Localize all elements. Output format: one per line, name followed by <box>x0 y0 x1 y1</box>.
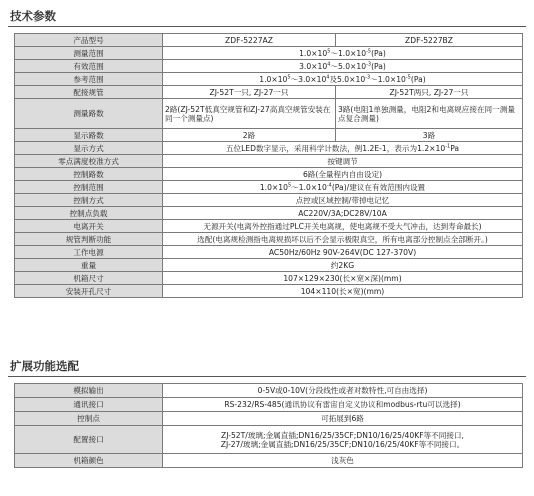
row-label: 控制路数 <box>15 168 163 181</box>
table-row <box>15 181 523 194</box>
row-label: 控制范围 <box>15 181 163 194</box>
ref-range-value: $1.0\times 10^5\sim 3.0\times 10^4$及$5.0\times 10^{-3}\sim 1.0\times 10^{-5}(Pa)$ <box>163 73 523 86</box>
measure-range-value: $1.0\times 10^5\sim 1.0\times 10^{-5}(Pa)$ <box>163 47 523 60</box>
row-label: 规管判断功能 <box>15 233 163 246</box>
channels-b: 3路(电阻1单独测量，电阻2和电离规应接在同一测量点复合测量) <box>336 99 523 129</box>
table-row <box>15 60 523 73</box>
row-label: 有效范围 <box>15 60 163 73</box>
table-row <box>15 207 523 220</box>
table-row <box>15 99 523 129</box>
color-value: 浅灰色 <box>163 454 523 468</box>
table-row <box>15 194 523 207</box>
control-mode-value: 点控或区域控制/带掉电记忆 <box>163 194 523 207</box>
table-row <box>15 73 523 86</box>
tech-spec-table <box>14 33 523 298</box>
table-row <box>15 259 523 272</box>
table-row <box>15 412 523 426</box>
row-label: 模拟输出 <box>15 384 163 398</box>
table-row <box>15 272 523 285</box>
tech-section-title: 技术参数 <box>10 9 56 23</box>
weight-value: 约2KG <box>163 259 523 272</box>
gauge-b: ZJ-52T两只, ZJ-27一只 <box>336 86 523 99</box>
ext-spec-table <box>14 383 523 468</box>
table-row <box>15 233 523 246</box>
row-label: 通讯接口 <box>15 398 163 412</box>
display-mode-value: 五位LED数字显示，采用科学计数法，例1.2E-1，表示为$1.2\times 10^{-1}Pa$ <box>163 142 523 155</box>
table-row <box>15 168 523 181</box>
ext-section-title: 扩展功能选配 <box>10 359 79 373</box>
table-row <box>15 47 523 60</box>
table-row <box>15 86 523 99</box>
gauge-a: ZJ-52T一只, ZJ-27一只 <box>163 86 336 99</box>
row-label: 重量 <box>15 259 163 272</box>
analog-value: 0-5V或0-10V(分段线性或者对数特性,可自由选择) <box>163 384 523 398</box>
row-label: 测量范围 <box>15 47 163 60</box>
row-label: 机箱颜色 <box>15 454 163 468</box>
row-label: 控制点负载 <box>15 207 163 220</box>
control-ch-value: 6路(全量程内自由设定) <box>163 168 523 181</box>
row-label: 配置接口 <box>15 426 163 454</box>
table-row <box>15 398 523 412</box>
row-label: 显示路数 <box>15 129 163 142</box>
channels-a: 2路(ZJ-52T低真空规管和ZJ-27高真空规管安装在同一个测量点) <box>163 99 336 129</box>
control-range-value: $1.0\times 10^5\sim 1.0\times 10^{-4}(Pa)/$建议在有效范围内设置 <box>163 181 523 194</box>
connector-line: ZJ-52T/玻璃;金属直插;DN16/25/35CF;DN10/16/25/40KF等不同接口, <box>221 430 464 440</box>
display-channels-b: 3路 <box>336 129 523 142</box>
tech-section-divider <box>8 26 526 27</box>
connector-line: ZJ-27/玻璃;金属直插;DN16/25/35CF;DN10/16/25/40KF等不同接口。 <box>220 439 465 449</box>
ion-switch-value: 无源开关(电离外控指通过PLC开关电离规，使电离规不受大气冲击，达到寿命最长) <box>163 220 523 233</box>
row-label: 电离开关 <box>15 220 163 233</box>
power-value: AC50Hz/60Hz 90V-264V(DC 127-370V) <box>163 246 523 259</box>
table-row <box>15 155 523 168</box>
row-label: 控制点 <box>15 412 163 426</box>
zero-cal-value: 按键调节 <box>163 155 523 168</box>
table-row <box>15 426 523 454</box>
table-row <box>15 34 523 47</box>
gauge-logic-value: 选配(电离规检测指电离规损坏以后不会显示极限真空，所有电离部分控制点全部断开。) <box>163 233 523 246</box>
case-size-value: 107×129×230(长×宽×深)(mm) <box>163 272 523 285</box>
row-label: 安装开孔尺寸 <box>15 285 163 298</box>
row-label: 测量路数 <box>15 99 163 129</box>
row-label: 参考范围 <box>15 73 163 86</box>
row-label: 机箱尺寸 <box>15 272 163 285</box>
ext-section-divider <box>8 376 526 377</box>
comm-value: RS-232/RS-485(通讯协议有雷宙自定义协议和modbus-rtu可以选择) <box>163 398 523 412</box>
table-row <box>15 142 523 155</box>
connector-value <box>163 426 523 454</box>
points-value: 可拓展到6路 <box>163 412 523 426</box>
row-label: 工作电源 <box>15 246 163 259</box>
table-row <box>15 246 523 259</box>
row-label: 产品型号 <box>15 34 163 47</box>
model-b: ZDF-5227BZ <box>336 34 523 47</box>
display-channels-a: 2路 <box>163 129 336 142</box>
table-row <box>15 454 523 468</box>
row-label: 显示方式 <box>15 142 163 155</box>
cutout-value: 104×110(长×宽)(mm) <box>163 285 523 298</box>
control-load-value: AC220V/3A;DC28V/10A <box>163 207 523 220</box>
table-row <box>15 220 523 233</box>
row-label: 零点满度校准方式 <box>15 155 163 168</box>
valid-range-value: $3.0\times 10^4\sim 5.0\times 10^{-3}(Pa)$ <box>163 60 523 73</box>
row-label: 配接规管 <box>15 86 163 99</box>
row-label: 控制方式 <box>15 194 163 207</box>
table-row <box>15 285 523 298</box>
model-a: ZDF-5227AZ <box>163 34 336 47</box>
table-row <box>15 129 523 142</box>
table-row <box>15 384 523 398</box>
